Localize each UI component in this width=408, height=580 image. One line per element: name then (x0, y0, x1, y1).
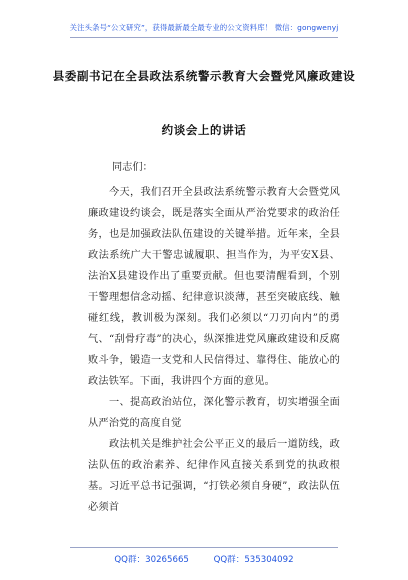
paragraph-section-heading: 一、提高政治站位，深化警示教育，切实增强全面从严治党的高度自觉 (88, 397, 340, 429)
footer (0, 553, 408, 565)
paragraph-intro: 今天，我们召开全县政法系统警示教育大会暨党风廉政建设约谈会，既是落实全面从严治党要求的政治任务，也是加强政法队伍建设的关键举措。近年来，全县政法系统广大干警忠诚履职、担当作为，为平安X县、法治X县建设作出了重要贡献。但也要清醒看到，个别干警理想信念动摇、纪律意识淡薄，甚至突破底线、触碰红线，教训极为深刻。我们必须以“刀刃向内”的勇气、“刮骨疗毒”的决心，纵深推进党风廉政建设和反腐败斗争，锻造一支党和人民信得过、靠得住、能放心的政法铁军。下面，我讲四个方面的意见。 (88, 187, 340, 387)
body-text (88, 182, 340, 518)
footer-divider (70, 547, 338, 548)
paragraph-section-body: 政法机关是维护社会公平正义的最后一道防线，政法队伍的政治素养、纪律作风直接关系到党的执政根基。习近平总书记强调，“打铁必须自身硬”，政法队伍必须首 (88, 439, 340, 513)
footer-qq-group-2[interactable]: QQ群：535304092 (213, 555, 294, 565)
document-title-line-1: 县委副书记在全县政法系统警示教育大会暨党风廉政建设 (52, 69, 356, 83)
document-title-line-2: 约谈会上的讲话 (161, 123, 247, 137)
header-divider (70, 37, 338, 38)
footer-qq-group-1[interactable]: QQ群：30265665 (114, 555, 189, 565)
salutation: 同志们： (112, 162, 153, 173)
header-banner[interactable]: 关注头条号“公文研究”，获得最新最全最专业的公文资料库！ 微信：gongwenyj (69, 23, 339, 32)
